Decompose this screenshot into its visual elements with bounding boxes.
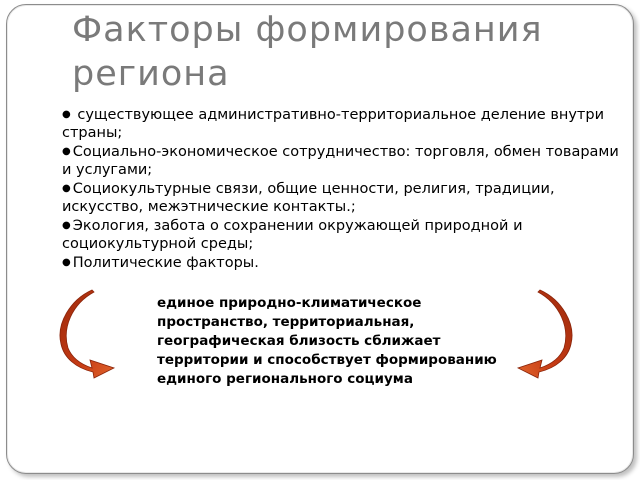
bullet-dot-icon: ● bbox=[62, 220, 71, 231]
list-item bbox=[62, 180, 622, 216]
bullet-dot-icon: ● bbox=[62, 109, 71, 120]
bullet-dot-icon: ● bbox=[62, 257, 71, 268]
bullet-text: существующее административно-территориальное деление внутри страны; bbox=[62, 107, 604, 141]
list-item bbox=[62, 106, 622, 142]
page-title: Факторы формирования региона bbox=[72, 10, 543, 94]
bullet-list bbox=[62, 106, 622, 273]
bullet-text: Социокультурные связи, общие ценности, религия, традиции, искусство, межэтнические контакты.; bbox=[62, 181, 555, 215]
bullet-text: Политические факторы. bbox=[72, 255, 259, 271]
bullet-dot-icon: ● bbox=[62, 183, 71, 194]
callout-text: единое природно-климатическое пространство, территориальная, географическая близость сближает территории и способствует формированию единого регионального социума bbox=[157, 295, 497, 387]
list-item bbox=[62, 217, 622, 253]
list-item bbox=[62, 143, 622, 179]
curved-arrow-right-icon bbox=[512, 288, 574, 380]
list-item bbox=[62, 254, 622, 272]
bullet-text: Экология, забота о сохранении окружающей природной и социокультурной среды; bbox=[62, 218, 523, 252]
bullet-dot-icon: ● bbox=[62, 146, 71, 157]
curved-arrow-left-icon bbox=[58, 288, 120, 380]
bullet-text: Социально-экономическое сотрудничество: торговля, обмен товарами и услугами; bbox=[62, 144, 619, 178]
